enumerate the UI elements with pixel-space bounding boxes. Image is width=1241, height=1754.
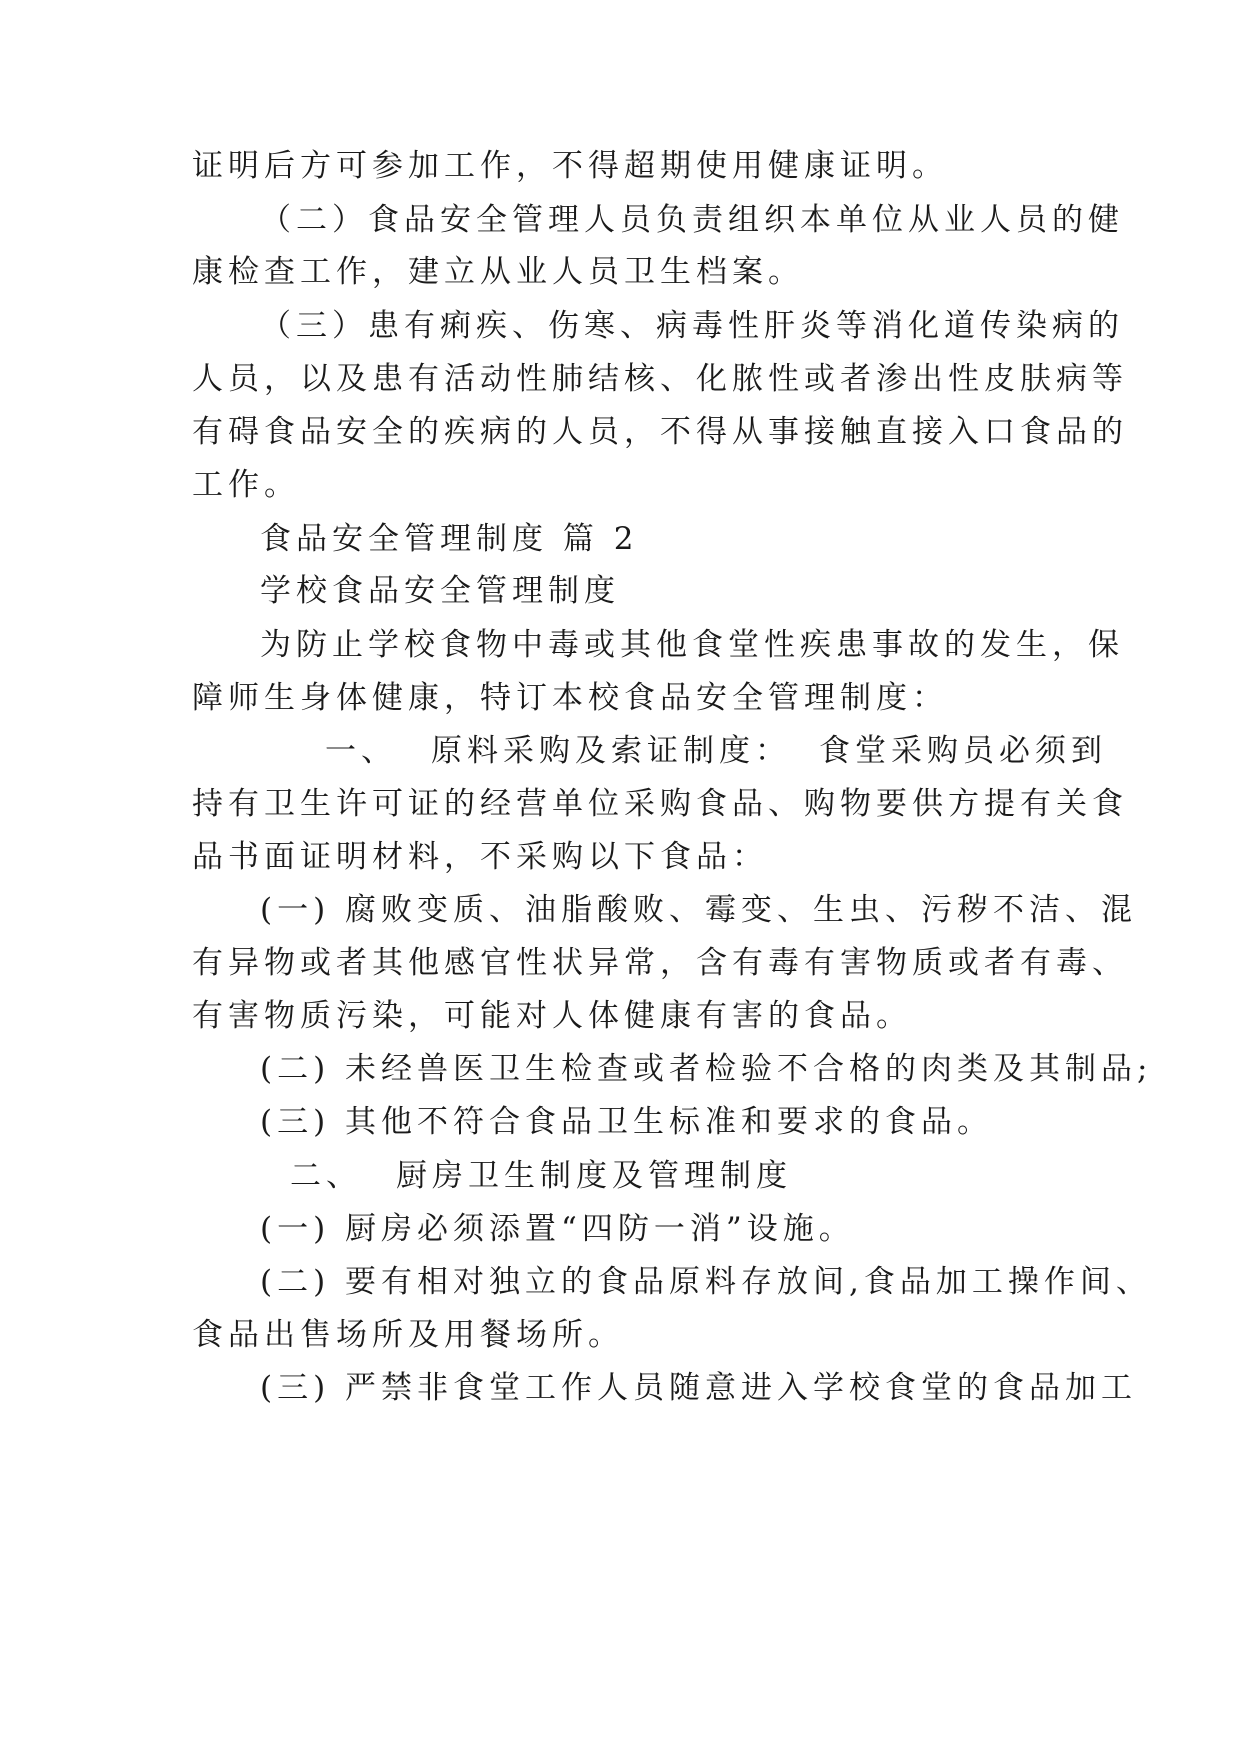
- list-item: (二) 要有相对独立的食品原料存放间,食品加工操作间、: [260, 1264, 1152, 1300]
- paragraph-line: 为防止学校食物中毒或其他食堂性疾患事故的发生，保: [260, 627, 1124, 663]
- section-one-heading: [325, 731, 1107, 771]
- paragraph-line: 品书面证明材料，不采购以下食品：: [192, 839, 768, 875]
- list-item: (三) 其他不符合食品卫生标准和要求的食品。: [260, 1104, 994, 1140]
- paragraph-line: 有碍食品安全的疾病的人员，不得从事接触直接入口食品的: [192, 414, 1128, 450]
- list-item: (一) 厨房必须添置“四防一消”设施。: [260, 1211, 855, 1247]
- paragraph-line: （三）患有痢疾、伤寒、病毒性肝炎等消化道传染病的: [260, 308, 1124, 344]
- section-one-number: 一、: [325, 733, 397, 769]
- paragraph-line: 人员，以及患有活动性肺结核、化脓性或者渗出性皮肤病等: [192, 361, 1128, 397]
- paragraph-line: 有异物或者其他感官性状异常，含有毒有害物质或者有毒、: [192, 945, 1128, 981]
- section-two-title: 厨房卫生制度及管理制度: [396, 1158, 792, 1194]
- section-two-heading: [290, 1156, 792, 1196]
- paragraph-line: 食品出售场所及用餐场所。: [192, 1317, 624, 1353]
- paragraph-line: （二）食品安全管理人员负责组织本单位从业人员的健: [260, 202, 1124, 238]
- section-heading: 食品安全管理制度 篇 2: [260, 521, 639, 557]
- list-item: (二) 未经兽医卫生检查或者检验不合格的肉类及其制品;: [260, 1051, 1153, 1087]
- paragraph-line: 障师生身体健康，特订本校食品安全管理制度：: [192, 680, 948, 716]
- section-two-number: 二、: [290, 1158, 362, 1194]
- paragraph-line: 有害物质污染，可能对人体健康有害的食品。: [192, 998, 912, 1034]
- paragraph-line: 持有卫生许可证的经营单位采购食品、购物要供方提有关食: [192, 786, 1128, 822]
- paragraph-line: 证明后方可参加工作，不得超期使用健康证明。: [192, 148, 948, 184]
- paragraph-line: 康检查工作，建立从业人员卫生档案。: [192, 254, 804, 290]
- document-title: 学校食品安全管理制度: [260, 573, 620, 609]
- section-one-text: 食堂采购员必须到: [819, 733, 1107, 769]
- section-one-title: 原料采购及索证制度：: [431, 733, 791, 769]
- list-item: (三) 严禁非食堂工作人员随意进入学校食堂的食品加工: [260, 1370, 1138, 1406]
- paragraph-line: 工作。: [192, 467, 300, 503]
- list-item: (一) 腐败变质、油脂酸败、霉变、生虫、污秽不洁、混: [260, 892, 1138, 928]
